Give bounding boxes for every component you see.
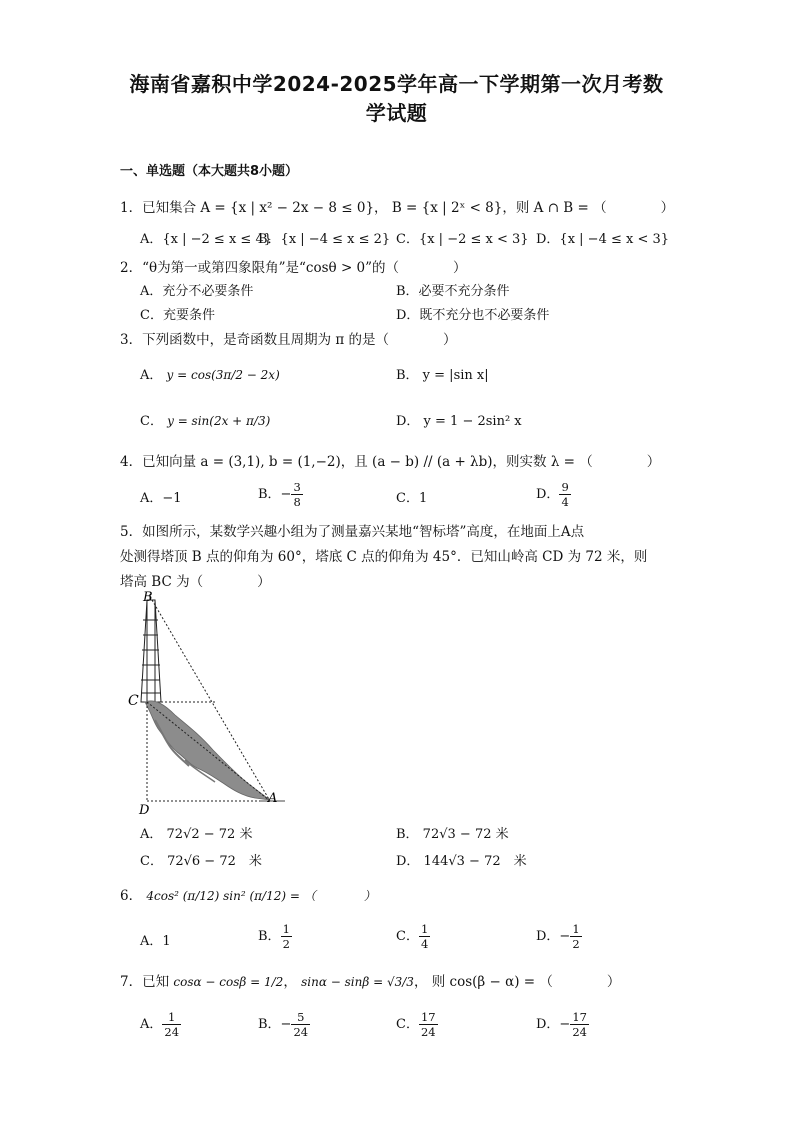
question-6-option-b (258, 922, 292, 951)
denominator: 24 (293, 1025, 309, 1039)
question-2-stem: 2．“θ为第一或第四象限角”是“cosθ > 0”的（ ） (120, 260, 467, 276)
option-label: C． (396, 1017, 419, 1032)
question-7-option-d (536, 1010, 589, 1039)
question-5-option-d: D． 144√3 − 72 米 (396, 854, 527, 869)
fraction (291, 1010, 310, 1039)
question-7-option-b (258, 1010, 310, 1039)
denominator: 4 (420, 937, 429, 951)
option-label: B．− (258, 487, 292, 502)
question-7-option-c (396, 1010, 438, 1039)
question-1-option-a: A．{x | −2 ≤ x ≤ 4} (140, 232, 272, 247)
question-4-option-b (258, 480, 303, 509)
tower-figure (125, 590, 305, 815)
denominator: 24 (572, 1025, 587, 1039)
question-6-stem (120, 884, 376, 904)
option-label: D．− (536, 1017, 571, 1032)
question-2-option-b: B．必要不充分条件 (396, 284, 510, 299)
question-5-option-b: B． 72√3 − 72 米 (396, 827, 509, 842)
numerator: 17 (420, 1010, 436, 1024)
question-2-option-a: A．充分不必要条件 (140, 284, 254, 299)
question-number: 6． (120, 888, 143, 904)
fraction (570, 922, 581, 951)
page-title: 海南省嘉积中学2024-2025学年高一下学期第一次月考数 (129, 72, 664, 96)
question-1-option-b: B．{x | −4 ≤ x ≤ 2} (258, 232, 391, 247)
option-label: C． (396, 929, 419, 944)
question-2-option-d: D．既不充分也不必要条件 (396, 308, 550, 323)
page-title-continued: 学试题 (365, 101, 428, 125)
fraction (419, 1010, 438, 1039)
question-6-expression: 4cos² (π/12) sin² (π/12) = （ ） (146, 889, 376, 903)
question-6-option-d (536, 922, 582, 951)
question-2-option-c: C．充要条件 (140, 308, 215, 323)
numerator: 17 (572, 1010, 587, 1024)
point-label-d: D (139, 803, 150, 815)
fraction (162, 1010, 181, 1039)
fraction (291, 480, 302, 509)
numerator: 9 (561, 480, 569, 494)
question-5-line-3: 塔高 BC 为（ ） (120, 574, 271, 590)
denominator: 4 (561, 495, 569, 509)
point-label-c: C (128, 693, 139, 709)
question-1-stem: 1．已知集合 A = {x | x² − 2x − 8 ≤ 0}， B = {x | 2ˣ < 8}，则 A ∩ B = （ ） (120, 200, 675, 216)
fraction (281, 922, 292, 951)
option-label: B． (258, 929, 281, 944)
numerator: 1 (420, 922, 429, 936)
question-3-stem: 3．下列函数中，是奇函数且周期为 π 的是（ ） (120, 332, 457, 348)
option-label: D．− (536, 929, 571, 944)
fraction (570, 1010, 589, 1039)
question-lead: 7．已知 (120, 974, 170, 990)
tower-drawing (141, 594, 161, 702)
point-label-b: B (143, 590, 153, 605)
question-3-option-d: D． y = 1 − 2sin² x (396, 414, 522, 429)
option-label: C． (140, 414, 163, 429)
question-3-option-a (140, 364, 280, 383)
question-7-ask: 则 cos(β − α) = （ ） (431, 974, 621, 990)
section-heading: 一、单选题（本大题共8小题） (120, 164, 299, 179)
point-label-a: A (268, 791, 278, 806)
numerator: 1 (572, 922, 580, 936)
question-1-option-d: D．{x | −4 ≤ x < 3} (536, 232, 670, 247)
option-c-expression: y = sin(2x + π/3) (167, 414, 271, 428)
fraction (419, 922, 430, 951)
question-7-stem: 7．已知 cosα − cosβ = 1/2， sinα − sinβ = √3/3， 则 cos(β − α) = （ ） (120, 974, 621, 990)
fraction (559, 480, 570, 509)
option-label: A． (140, 1017, 163, 1032)
numerator: 1 (162, 1010, 181, 1025)
question-7-condition-2: sinα − sinβ = √3/3 (301, 975, 414, 989)
question-4-option-d (536, 480, 571, 509)
numerator: 1 (282, 922, 290, 936)
question-4-option-c: C．1 (396, 491, 428, 506)
question-6-option-c (396, 922, 430, 951)
question-7-option-a (140, 1010, 181, 1039)
question-5-line-1: 5．如图所示，某数学兴趣小组为了测量嘉兴某地“智标塔”高度，在地面上A点 (120, 524, 585, 540)
denominator: 24 (420, 1025, 436, 1039)
question-4-stem: 4．已知向量 a = (3,1), b = (1,−2)，且 (a − b) // (a + λb)，则实数 λ = （ ） (120, 454, 661, 470)
question-5-option-c: C． 72√6 − 72 米 (140, 854, 262, 869)
numerator: 5 (291, 1010, 310, 1025)
denominator: 24 (164, 1025, 180, 1039)
question-6-option-a: A．1 (140, 934, 171, 949)
question-3-option-b: B． y = |sin x| (396, 368, 489, 383)
numerator: 3 (293, 480, 301, 494)
option-label: A． (140, 368, 163, 383)
option-label: D． (536, 487, 560, 502)
question-3-option-c (140, 410, 270, 429)
question-1-option-c: C．{x | −2 ≤ x < 3} (396, 232, 529, 247)
question-5-line-2: 处测得塔顶 B 点的仰角为 60°，塔底 C 点的仰角为 45°．已知山岭高 CD 为 72 米，则 (120, 549, 648, 565)
option-label: B．− (258, 1017, 292, 1032)
denominator: 2 (282, 937, 290, 951)
denominator: 8 (293, 495, 301, 509)
question-4-option-a: A．−1 (140, 491, 182, 506)
denominator: 2 (572, 937, 580, 951)
option-a-expression: y = cos(3π/2 − 2x) (166, 368, 280, 382)
question-7-condition-1: cosα − cosβ = 1/2 (173, 975, 284, 989)
question-5-option-a: A． 72√2 − 72 米 (140, 827, 253, 842)
